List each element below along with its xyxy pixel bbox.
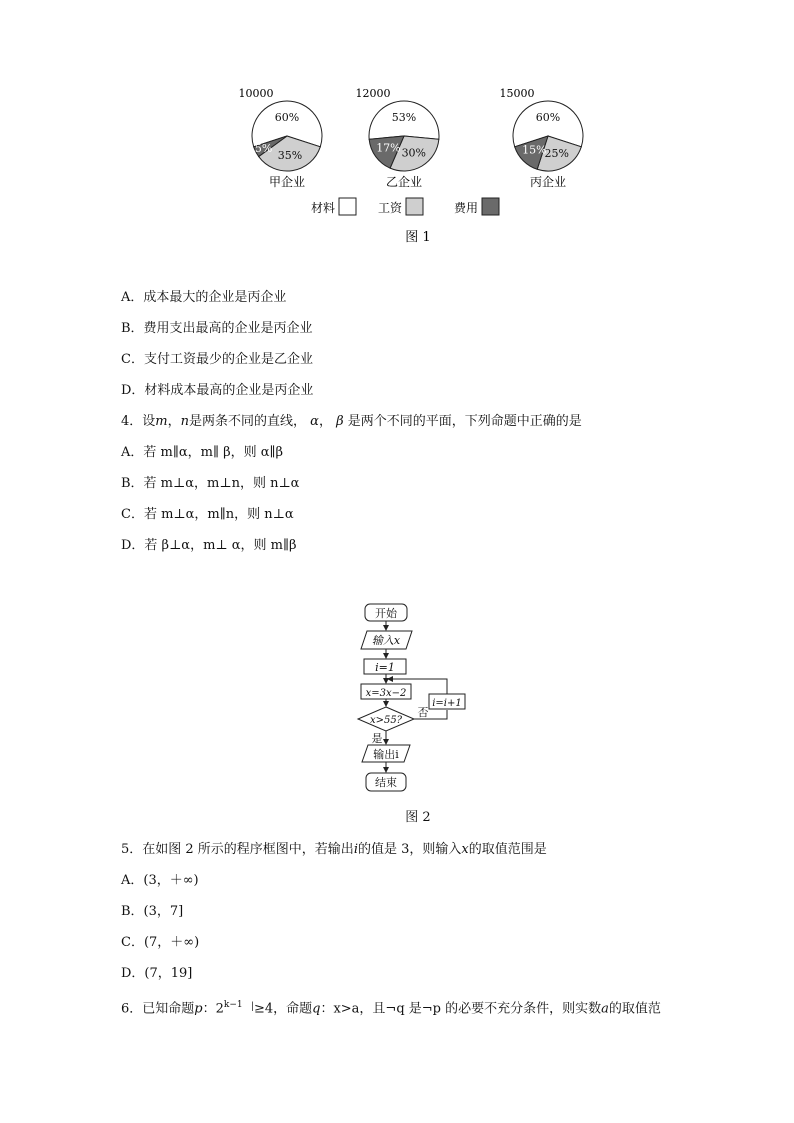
q6-var-q: q [312,1001,321,1017]
flow-input-text: 输入x [371,634,401,647]
flow-condition-text: x>55? [369,715,403,726]
legend-swatch-expenses [482,198,499,215]
pie-label-jia-wages: 35% [277,149,303,163]
pie-label-yi-expenses: 17% [376,141,401,155]
q6-var-a: a [601,1001,609,1017]
q4-option-c: C．若 m⊥α，m∥n，则 n⊥α [121,507,294,522]
q6-var-p: p [194,1001,203,1017]
q4-var-n: n [180,414,189,429]
pie-name-jia: 甲企业 [268,175,306,189]
flow-increment-text: i=i+1 [432,698,462,709]
q4-option-d: D．若 β⊥α，m⊥ α，则 m∥β [121,538,297,553]
pie-label-bing-wages: 25% [544,147,569,161]
flow-end-text: 结束 [375,776,397,789]
q4-var-beta: β [336,414,344,429]
flow-assign-text: x=3x−2 [365,688,407,699]
q4-sep-1: ， [167,414,181,429]
q5-option-c: C．(7，＋∞) [121,935,200,950]
pie-label-bing-expenses: 15% [522,143,547,157]
q6-colon: ： [202,1001,216,1017]
pie-total-bing: 15000 [499,87,535,100]
q3-option-b: B．费用支出最高的企业是丙企业 [121,321,313,336]
flow-output-text: 输出i [373,748,399,761]
flow-init-text: i=1 [375,661,395,674]
flowchart [0,595,794,830]
figure1-caption: 图 1 [405,230,431,245]
pie-label-yi-materials: 53% [391,110,417,124]
q6-cond1: ≥4，命题 [253,1001,313,1017]
flow-yes-label: 是 [371,732,383,745]
pie-label-jia-materials: 60% [274,110,300,124]
q4-sep-2: ， [318,414,332,429]
legend-label-wages: 工资 [378,201,403,215]
q6-power-base: 2 [215,1001,224,1017]
q6-prefix: 6．已知命题 [121,1001,195,1017]
q5-stem-suffix: 的取值范围是 [468,842,547,857]
pie-total-yi: 12000 [355,87,391,100]
q6-exponent: k−1 [223,1000,243,1010]
q4-stem-suffix: 是两个不同的平面，下列命题中正确的是 [347,414,582,429]
q4-stem-mid: 是两条不同的直线， [189,414,307,429]
pie-label-bing-materials: 60% [535,110,561,124]
q5-stem [121,842,547,858]
pie-label-jia-expenses: 5% [254,141,273,155]
q5-var-x: x [461,842,469,857]
q4-option-a: A．若 m∥α，m∥ β，则 α∥β [121,445,284,460]
q3-option-d: D．材料成本最高的企业是丙企业 [121,383,314,398]
figure2-caption: 图 2 [405,810,431,825]
q6-abs-bar: | [250,1001,254,1012]
q5-option-a: A．(3，＋∞) [121,873,199,888]
flow-start-text: 开始 [375,607,397,620]
q5-stem-mid: 的值是 3，则输入 [357,842,462,857]
pie-label-yi-wages: 30% [401,146,427,160]
legend-label-materials: 材料 [311,201,336,215]
q5-var-i: i [353,842,358,857]
legend-swatch-materials [339,198,356,215]
q4-var-m: m [155,414,168,429]
q3-option-c: C．支付工资最少的企业是乙企业 [121,352,313,367]
flow-no-label: 否 [417,706,429,719]
q4-var-alpha: α [310,414,319,429]
legend-label-expenses: 费用 [454,201,479,215]
q4-stem [121,414,582,430]
q4-stem-prefix: 4．设 [121,414,156,429]
q5-option-d: D．(7，19] [121,966,193,981]
q5-option-b: B．(3，7] [121,904,184,919]
pie-name-yi: 乙企业 [385,175,423,189]
q6-tail: 的取值范 [608,1001,661,1017]
q3-option-a: A．成本最大的企业是丙企业 [121,290,287,305]
q6-stem [121,997,661,1017]
pie-name-bing: 丙企业 [529,175,567,189]
q4-option-b: B．若 m⊥α，m⊥n，则 n⊥α [121,476,300,491]
q6-cond2: ：x>a，且¬q 是¬p 的必要不充分条件，则实数 [320,1001,602,1017]
legend-swatch-wages [406,198,423,215]
q5-stem-prefix: 5．在如图 2 所示的程序框图中，若输出 [121,842,354,857]
pie-total-jia: 10000 [238,87,274,100]
pie-figure [0,0,794,260]
